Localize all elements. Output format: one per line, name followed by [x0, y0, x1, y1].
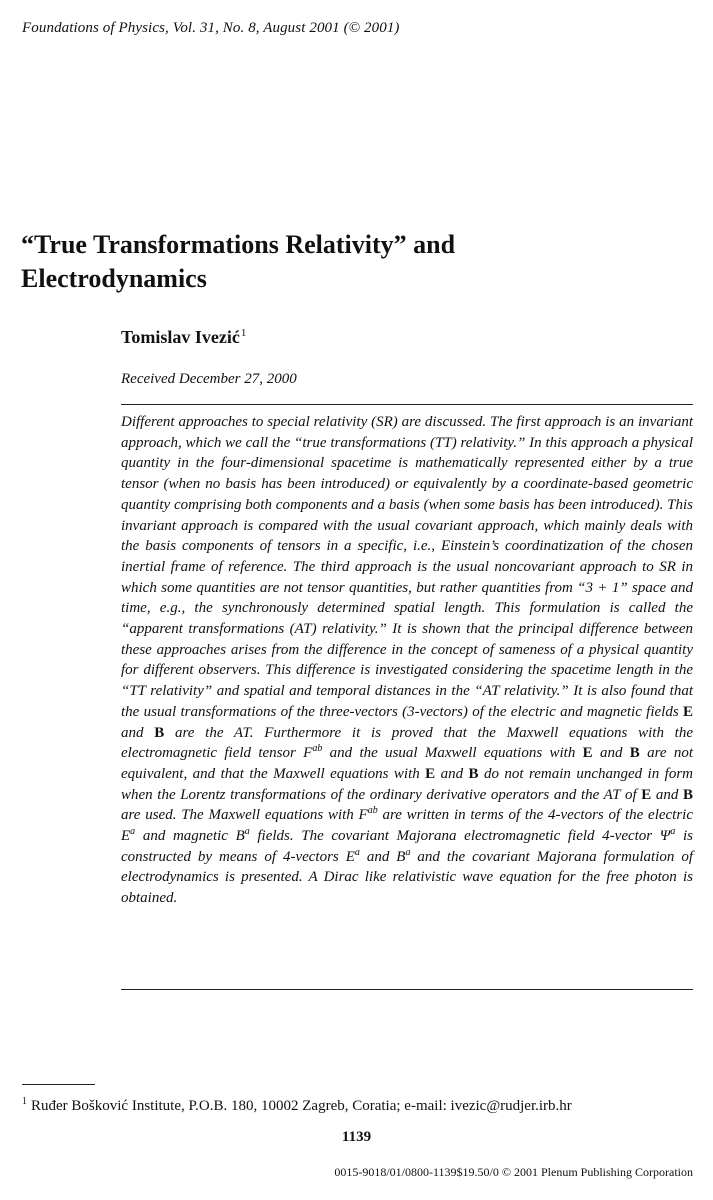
article-title-line-2: Electrodynamics: [21, 264, 207, 293]
superscript-a: a: [405, 846, 411, 858]
abstract-text: are the AT. Furthermore it is proved that the Maxwell equations with the electromagnetic field tensor F: [121, 724, 693, 762]
author-footnote-marker: 1: [240, 327, 247, 339]
abstract-text: and magnetic B: [142, 828, 245, 845]
publisher-imprint: 0015-9018/01/0800-1139$19.50/0 © 2001 Plenum Publishing Corporation: [334, 1165, 693, 1179]
abstract-text: and: [440, 765, 464, 782]
abstract-text: and: [121, 724, 144, 741]
abstract-text: and B: [366, 848, 406, 865]
abstract-bottom-rule: [121, 989, 693, 990]
symbol-B: B: [468, 765, 479, 782]
footnote-rule: [22, 1084, 95, 1085]
symbol-E: E: [425, 765, 436, 782]
abstract-text: and the usual Maxwell equations with: [329, 745, 576, 762]
abstract: [121, 412, 693, 909]
superscript-a: a: [244, 826, 250, 838]
symbol-E: E: [682, 703, 693, 720]
abstract-text: and: [599, 745, 623, 762]
abstract-text: Different approaches to special relativity (SR) are discussed. The first approach is an invariant approach, which we call the “true transformations (TT) relativity.” In this approach a physical quantity in the four-dimensional spacetime is mathematically represented either by a true tensor (when no basis has been introduced) or equivalently by a coordinate-based geometric quantity comprising both components and a basis (when some basis has been introduced). This invariant approach is compared with the usual covariant approach, which mainly deals with the basis components of tensors in a specific, i.e., Einstein’s coordinatization of the chosen inertial frame of reference. The third approach is the usual noncovariant approach to SR in which some quantities are not tensor quantities, but rather quantities from “3 + 1” space and time, e.g., the synchronously determined spatial length. This formulation is called the “apparent transformations (AT) relativity.” It is shown that the principal difference between these approaches arises from the difference in the concept of sameness of a physical quantity for different observers. This difference is investigated considering the spacetime length in the “TT relativity” and spatial and temporal distances in the “AT relativity.” It is also found that the usual transformations of the three-vectors (3-vectors) of the electric and magnetic fields: [121, 414, 693, 720]
symbol-B: B: [154, 724, 165, 741]
footnote-text: Ruđer Bošković Institute, P.O.B. 180, 10002 Zagreb, Coratia; e-mail: ivezic@rudjer.irb.hr: [31, 1098, 572, 1114]
superscript-a: a: [670, 826, 676, 838]
abstract-text: and the covariant Majorana formulation of electrodynamics is presented. A Dirac like relativistic wave equation for the free photon is obtained.: [121, 848, 693, 907]
superscript-a: a: [354, 846, 360, 858]
symbol-E: E: [641, 786, 652, 803]
superscript-a: a: [130, 826, 136, 838]
superscript-ab: ab: [312, 743, 323, 755]
superscript-ab: ab: [367, 805, 378, 817]
abstract-text: are written in terms of the 4-vectors of the electric E: [121, 807, 694, 845]
abstract-text: do not remain unchanged in form when the Lorentz transformations of the ordinary derivative operators and the AT of: [121, 765, 693, 803]
symbol-B: B: [683, 786, 694, 803]
running-head: Foundations of Physics, Vol. 31, No. 8, August 2001 (© 2001): [22, 20, 400, 36]
article-title-line-1: “True Transformations Relativity” and: [21, 230, 456, 259]
received-date: Received December 27, 2000: [121, 371, 297, 387]
abstract-text: fields. The covariant Majorana electromagnetic field 4-vector Ψ: [257, 828, 671, 845]
author: [121, 327, 246, 348]
symbol-E: E: [582, 745, 593, 762]
abstract-text: and: [655, 786, 679, 803]
footnote-marker: 1: [22, 1096, 27, 1107]
abstract-top-rule: [121, 404, 693, 405]
article-title: [21, 228, 661, 296]
author-name: Tomislav Ivezić: [121, 327, 240, 347]
footnote: [22, 1096, 572, 1115]
page-number: 1139: [341, 1129, 372, 1145]
abstract-text: are used. The Maxwell equations with F: [121, 807, 368, 824]
abstract-text: is constructed by means of 4-vectors E: [121, 828, 693, 865]
abstract-text: are not equivalent, and that the Maxwell equations with: [121, 745, 694, 782]
symbol-B: B: [629, 745, 640, 762]
